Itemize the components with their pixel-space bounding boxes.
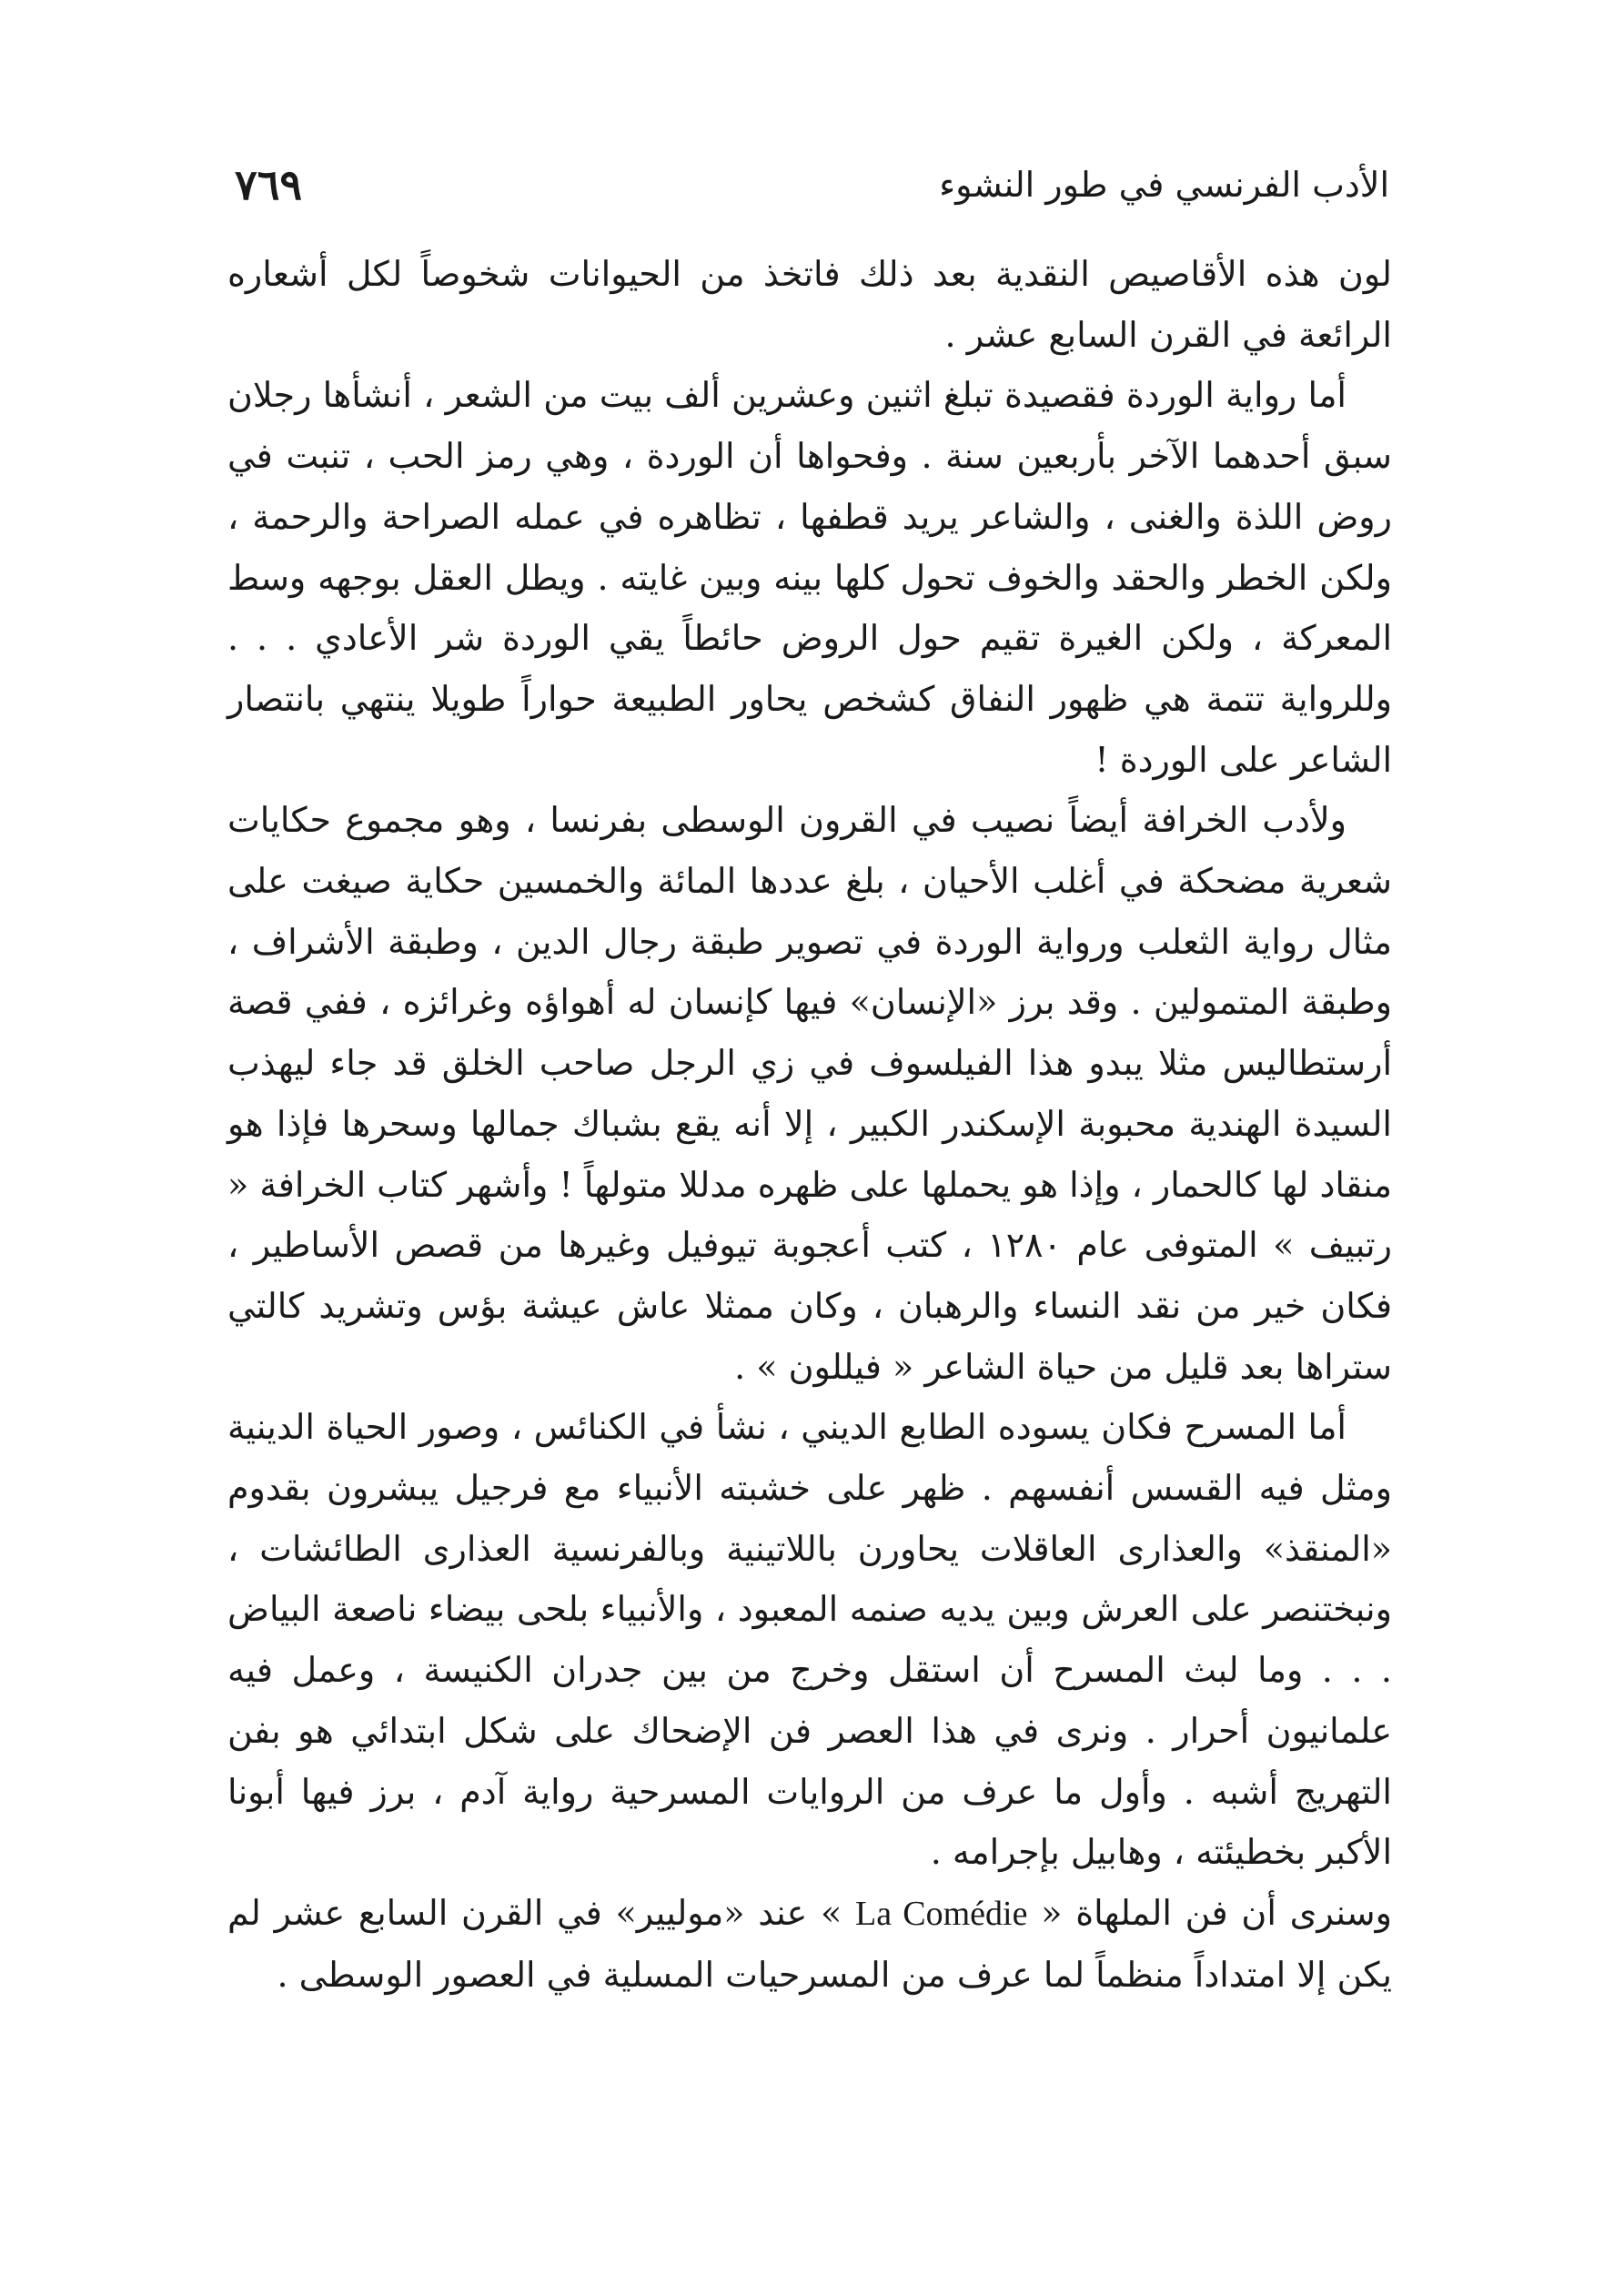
running-title: الأدب الفرنسي في طور النشوء [939, 165, 1389, 205]
paragraph-4: أما المسرح فكان يسوده الطابع الديني ، نشأ في الكنائس ، وصور الحياة الدينية ومثل فيه القسس أنفسهم . ظهر على خشبته الأنبياء مع فرجيل يبشرون بقدوم «المنقذ» والعذارى العاقلات يحاورن باللاتينية وبالفرنسية العذارى الطائشات ، ونبختنصر على العرش وبين يديه صنمه المعبود ، والأنبياء بلحى بيضاء ناصعة البياض . . . وما لبث المسرح أن استقل وخرج من بين جدران الكنيسة ، وعمل فيه علمانيون أحرار . ونرى في هذا العصر فن الإضحاك على شكل ابتدائي هو بفن التهريج أشبه . وأول ما عرف من الروايات المسرحية رواية آدم ، برز فيها أبونا الأكبر بخطيئته ، وهابيل بإجرامه . [227, 1407, 1392, 1873]
paragraph-2: أما رواية الوردة فقصيدة تبلغ اثنين وعشرين ألف بيت من الشعر ، أنشأها رجلان سبق أحدهما الآخر بأربعين سنة . وفحواها أن الوردة ، وهي رمز الحب ، تنبت في روض اللذة والغنى ، والشاعر يريد قطفها ، تظاهره في عمله الصراحة والرحمة ، ولكن الخطر والحقد والخوف تحول كلها بينه وبين غايته . ويطل العقل بوجهه وسط المعركة ، ولكن الغيرة تقيم حول الروض حائطاً يقي الوردة شر الأعادي . . . وللرواية تتمة هي ظهور النفاق كشخص يحاور الطبيعة حواراً طويلا ينتهي بانتصار الشاعر على الوردة ! [227, 375, 1392, 780]
body-text [227, 244, 1392, 2005]
page-number: ٧٦٩ [235, 160, 303, 209]
paragraph-5 [227, 1883, 1392, 2005]
paragraph-5-end: » عند «موليير» في القرن السابع عشر لم يكن إلا امتداداً منظماً لما عرف من المسرحيات المسلية في العصور الوسطى . [227, 1892, 1392, 1995]
paragraph-5-latin-term: La Comédie [855, 1894, 1028, 1933]
paragraph-3: ولأدب الخرافة أيضاً نصيب في القرون الوسطى بفرنسا ، وهو مجموع حكايات شعرية مضحكة في أغلب الأحيان ، بلغ عددها المائة والخمسين حكاية صيغت على مثال رواية الثعلب ورواية الوردة في تصوير طبقة رجال الدين ، وطبقة الأشراف ، وطبقة المتمولين . وقد برز «الإنسان» فيها كإنسان له أهواؤه وغرائزه ، ففي قصة أرستطاليس مثلا يبدو هذا الفيلسوف في زي الرجل صاحب الخلق قد جاء ليهذب السيدة الهندية محبوبة الإسكندر الكبير ، إلا أنه يقع بشباك جمالها وسحرها فإذا هو منقاد لها كالحمار ، وإذا هو يحملها على ظهره مدللا متولهاً ! وأشهر كتاب الخرافة « رتبيف » المتوفى عام ١٢٨٠ ، كتب أعجوبة تيوفيل وغيرها من قصص الأساطير ، فكان خير من نقد النساء والرهبان ، وكان ممثلا عاش عيشة بؤس وتشريد كالتي ستراها بعد قليل من حياة الشاعر « فيللون » . [227, 800, 1392, 1387]
page-header [235, 153, 1389, 217]
paragraph-1: لون هذه الأقاصيص النقدية بعد ذلك فاتخذ من الحيوانات شخوصاً لكل أشعاره الرائعة في القرن السابع عشر . [227, 254, 1392, 355]
paragraph-5-start: وسنرى أن فن الملهاة « [1027, 1892, 1392, 1933]
